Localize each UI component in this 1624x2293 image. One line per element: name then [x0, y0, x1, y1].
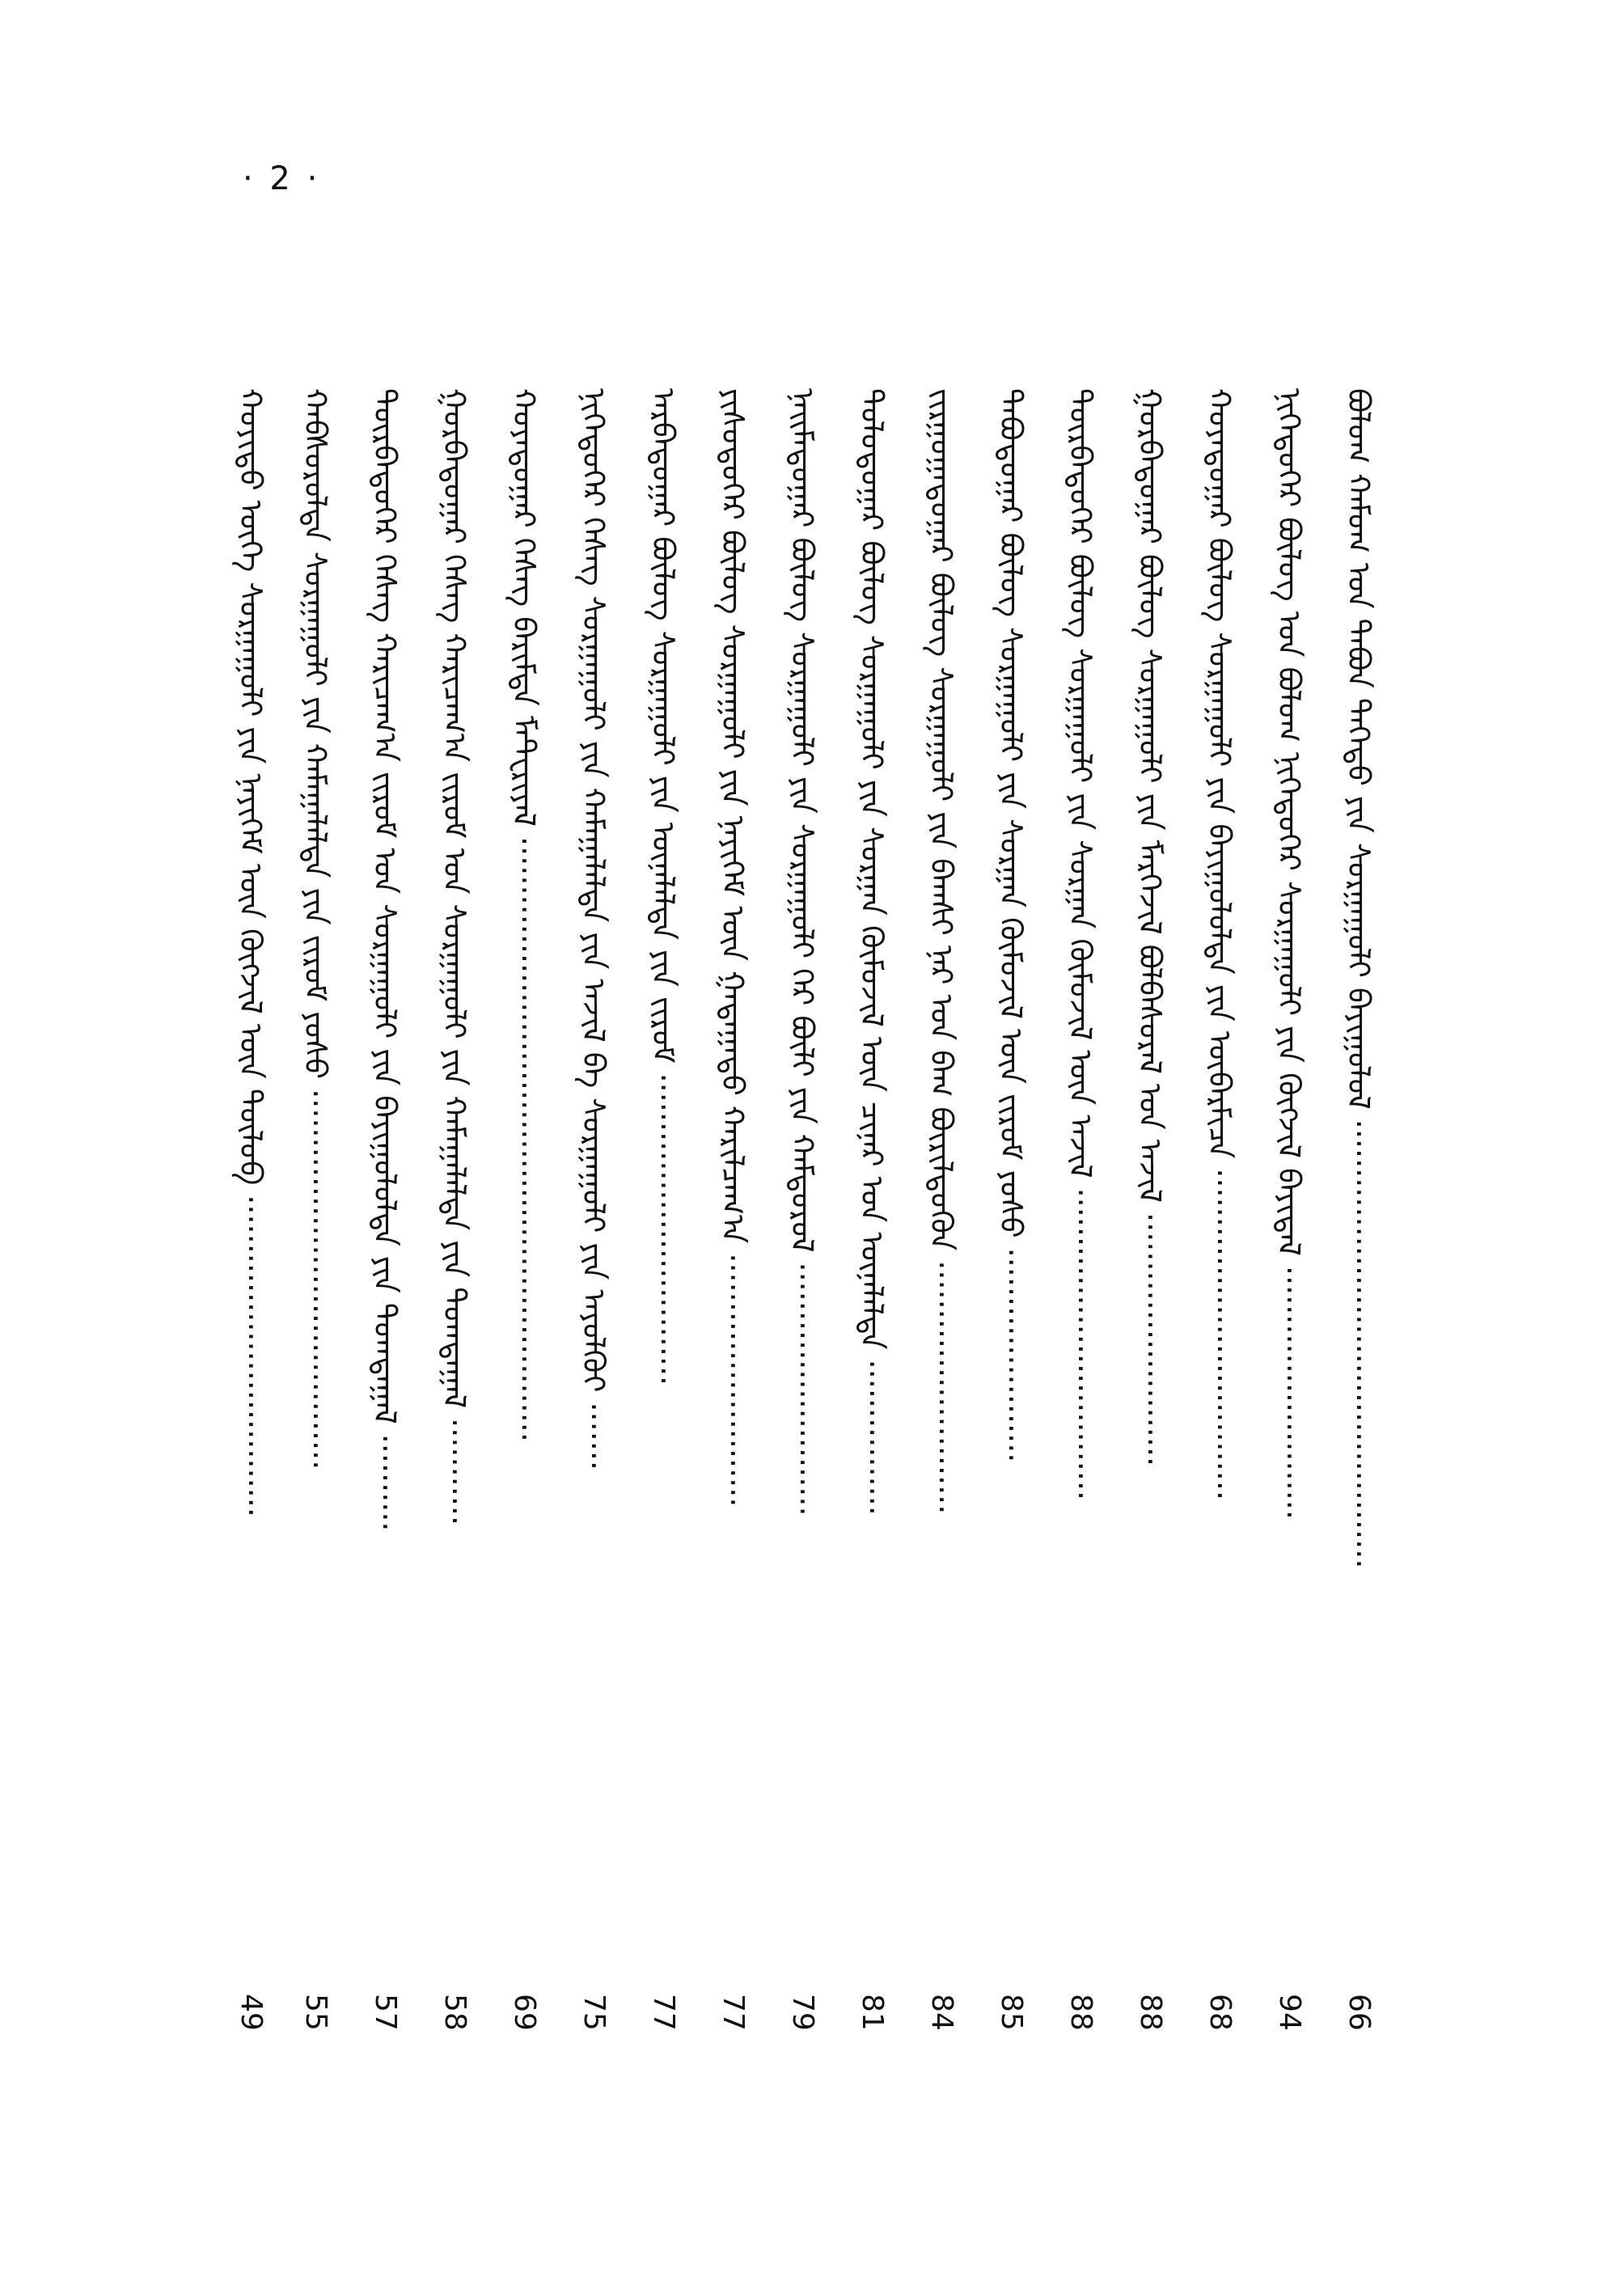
toc-entry[interactable]	[226, 388, 275, 2071]
toc-entry-page: 75	[577, 1994, 611, 2031]
toc-entry-title: ᠬᠣᠶᠠᠳᠤᠭᠠᠷ ᠪᠦᠯᠦᠭ ᠰᠤᠷᠭᠠᠭᠤᠯᠢ ᠶᠢᠨ ᠪᠠᠶᠢᠭᠤᠯᠤᠯᠲᠠ ᠶᠢᠨ ᠥᠪᠡᠷᠮᠢᠴᠡ ··································	[1202, 388, 1237, 1501]
toc-entry-page: 68	[1203, 1994, 1237, 2031]
toc-entry-title: ᠲᠠᠪᠤᠳᠤᠭᠠᠷ ᠪᠦᠯᠦᠭ ᠰᠤᠷᠭᠠᠭᠤᠯᠢ ᠶᠢᠨ ᠰᠤᠷᠭᠠᠨ ᠬᠥᠮᠦᠵᠢᠯ ᠦᠨ ᠵᠢᠷᠤᠮ ᠶᠣᠰᠣ ······················	[993, 388, 1029, 1463]
toc-entry[interactable]	[1195, 388, 1244, 2071]
toc-entry-title: ᠨᠠᠢᠮᠠᠳᠤᠭᠠᠷ ᠪᠦᠯᠦᠭ ᠰᠤᠷᠭᠠᠭᠤᠯᠢ ᠶᠢᠨ ᠰᠤᠷᠭᠠᠭᠤᠯᠢ ᠭᠡᠷ ᠪᠦᠯᠢ ᠶᠢᠨ ᠬᠠᠮᠲᠤᠷᠤᠯ ··························	[785, 388, 820, 1517]
toc-entry-page: 58	[438, 1994, 472, 2031]
toc-entry-title: ᠬᠣᠶᠢᠲᠤ ᠦᠭᠡ ᠰᠤᠷᠭᠠᠭᠤᠯᠢ ᠶᠢᠨ ᠨᠡᠶᠢᠭᠡᠮ ᠦᠨ ᠬᠥᠭᠵᠢᠯ ᠦᠨ ᠲᠥᠯᠦᠪ ·································	[233, 388, 269, 1517]
toc-entry-title: ᠳᠥᠷᠪᠡᠳᠦᠭᠡᠷ ᠬᠡᠰᠡᠭ ᠬᠠᠷᠢᠴᠠᠭ᠎ᠠ ᠵᠢᠷᠤᠮ ᠤᠨ ᠰᠤᠷᠭᠠᠭᠤᠯᠢ ᠶᠢᠨ ᠪᠠᠶᠢᠭᠤᠯᠤᠯᠲᠠ ᠶᠢᠨ ᠲᠣᠭᠲᠠᠭᠠᠯ ··········	[367, 388, 403, 1532]
toc-entry-title: ᠭᠤᠷᠪᠠᠳᠤᠭᠠᠷ ᠬᠡᠰᠡᠭ ᠬᠠᠷᠢᠴᠠᠭ᠎ᠠ ᠵᠢᠷᠤᠮ ᠤᠨ ᠰᠤᠷᠭᠠᠭᠤᠯᠢ ᠶᠢᠨ ᠬᠠᠮᠠᠭᠠᠯᠠᠯᠲᠠ ᠶᠢᠨ ᠲᠣᠭᠲᠠᠭᠠᠯ ···········	[437, 388, 472, 1526]
toc-entry-page: 77	[717, 1994, 750, 2031]
toc-entry-page: 79	[786, 1994, 819, 2031]
toc-entry-title: ᠪᠣᠯᠣᠭ ᠬᠠᠮᠤᠭ ᠤᠨ ᠲᠠᠪᠤᠨ ᠳᠡᠭᠡᠳᠦ ᠶᠢᠨ ᠰᠤᠷᠭᠠᠭᠤᠯᠢ ᠪᠠᠶᠢᠭᠤᠯᠤᠯ ··············································	[1341, 388, 1377, 1569]
toc-entry-title: ᠳᠣᠯᠣᠳᠤᠭᠠᠷ ᠪᠦᠯᠦᠭ ᠰᠤᠷᠭᠠᠭᠤᠯᠢ ᠶᠢᠨ ᠰᠤᠷᠭᠠᠨ ᠬᠥᠮᠦᠵᠢᠯ ᠦᠨ ᠴᠢᠨᠠᠷ ᠤᠨ ᠦᠨᠡᠯᠡᠯᠲᠡ ················	[854, 388, 890, 1516]
toc-entry-title: ᠬᠣᠶᠠᠳᠤᠭᠠᠷ ᠬᠡᠰᠡᠭ ᠪᠠᠷᠢᠮᠲᠠ ᠮᠠᠲ᠋ᠧᠷᠢᠶᠠᠯ ······························································	[506, 388, 542, 1442]
toc-entry[interactable]	[1126, 388, 1174, 2071]
toc-entry[interactable]	[987, 388, 1035, 2071]
toc-entry-page: 94	[1273, 1994, 1306, 2031]
toc-entry[interactable]	[361, 388, 409, 2071]
toc-entry[interactable]	[291, 388, 340, 2071]
toc-entry[interactable]	[1265, 388, 1313, 2071]
toc-entry-title: ᠬᠠᠪᠰᠤᠷᠤᠯᠲᠠ ᠰᠤᠷᠭᠠᠭᠤᠯᠢ ᠶᠢᠨ ᠬᠠᠮᠠᠭᠠᠯᠠᠯᠲᠠ ᠶᠢᠨ ᠵᠢᠷᠤᠮ ᠶᠣᠰᠣ ·······································	[298, 388, 333, 1470]
toc-entry-title: ᠨᠢᠭᠡᠳᠦᠭᠡᠷ ᠪᠦᠯᠦᠭ ᠤᠨ ᠪᠣᠯᠣᠭ ᠨᠢᠭᠡᠳᠦᠭᠡᠷ ᠰᠤᠷᠭᠠᠭᠤᠯᠢ ᠶᠢᠨ ᠬᠥᠭᠵᠢᠯ ᠪᠠᠶᠢᠳᠠᠯ ··························	[1271, 388, 1307, 1520]
toc-entry[interactable]	[430, 388, 479, 2071]
toc-entry-page: 49	[235, 1994, 268, 2031]
toc-entry-title: ᠵᠢᠷᠭᠤᠭᠠᠳᠤᠭᠠᠷ ᠪᠦᠯᠦᠭ ᠰᠤᠷᠭᠠᠭᠤᠯᠢ ᠶᠢᠨ ᠪᠠᠭᠰᠢ ᠨᠠᠷ ᠤᠨ ᠪᠠᠭ ᠪᠦᠷᠢᠯᠳᠦᠬᠦᠨ ··························	[924, 388, 959, 1515]
toc-entry-page: 85	[995, 1994, 1028, 2031]
toc-entry-title: ᠨᠢᠭᠡᠳᠦᠭᠡᠷ ᠬᠡᠰᠡᠭ ᠰᠤᠷᠭᠠᠭᠤᠯᠢ ᠶᠢᠨ ᠬᠠᠮᠠᠭᠠᠯᠠᠯᠲᠠ ᠶᠢᠨ ᠠᠵᠢᠯ ᠪᠠ ᠰᠤᠷᠭᠠᠭᠤᠯᠢ ᠶᠢᠨ ᠠᠶᠤᠯᠭᠦᠢ ·······	[576, 388, 611, 1471]
toc-entry[interactable]	[500, 388, 548, 2071]
toc-entry-title: ᠶᠢᠰᠦᠳᠦᠭᠡᠷ ᠪᠦᠯᠦᠭ ᠰᠤᠷᠭᠠᠭᠤᠯᠢ ᠶᠢᠨ ᠨᠡᠶᠢᠭᠡᠮ ᠦᠨ ᠭᠠᠳᠠᠭᠠᠳᠤ ᠬᠠᠷᠢᠯᠴᠠᠭ᠎ᠠ ··························	[715, 388, 751, 1508]
toc-entry-page: 88	[1064, 1994, 1097, 2031]
toc-entry-title: ᠠᠷᠪᠠᠳᠤᠭᠠᠷ ᠪᠦᠯᠦᠭ ᠰᠤᠷᠭᠠᠭᠤᠯᠢ ᠶᠢᠨ ᠦᠨᠡᠯᠡᠯᠲᠡ ᠶᠢᠨ ᠵᠢᠷᠤᠮ ································	[645, 388, 681, 1386]
toc-entry-page: 84	[925, 1994, 958, 2031]
toc-entry[interactable]	[708, 388, 757, 2071]
toc-entry[interactable]	[848, 388, 896, 2071]
toc-entry[interactable]	[778, 388, 827, 2071]
toc-entry-title: ᠳᠥᠷᠪᠡᠳᠦᠭᠡᠷ ᠪᠦᠯᠦᠭ ᠰᠤᠷᠭᠠᠭᠤᠯᠢ ᠶᠢᠨ ᠰᠤᠷᠭᠠᠨ ᠬᠥᠮᠦᠵᠢᠯ ᠦᠨ ᠠᠵᠢᠯ ································	[1063, 388, 1098, 1501]
toc-entry-page: 69	[508, 1994, 541, 2031]
toc-entry-page: 55	[299, 1994, 332, 2031]
toc-entry[interactable]	[1334, 388, 1383, 2071]
toc-entry[interactable]	[917, 388, 966, 2071]
toc-entry-page: 77	[647, 1994, 680, 2031]
toc-entry[interactable]	[1056, 388, 1105, 2071]
page-number: · 2 ·	[243, 160, 321, 197]
toc-entry-page: 81	[856, 1994, 889, 2031]
toc-entry-page: 88	[1134, 1994, 1167, 2031]
toc-entry[interactable]	[569, 388, 618, 2071]
toc-entry-page: 66	[1343, 1994, 1376, 2031]
toc-entry-title: ᠭᠤᠷᠪᠠᠳᠤᠭᠠᠷ ᠪᠦᠯᠦᠭ ᠰᠤᠷᠭᠠᠭᠤᠯᠢ ᠶᠢᠨ ᠮᠡᠷᠭᠡᠵᠢᠯ ᠪᠣᠯᠪᠠᠰᠤᠷᠠᠯ ᠤᠨ ᠠᠵᠢᠯ ··························	[1132, 388, 1168, 1467]
table-of-contents	[226, 388, 1383, 2071]
toc-entry-page: 57	[369, 1994, 402, 2031]
toc-entry[interactable]	[639, 388, 687, 2071]
